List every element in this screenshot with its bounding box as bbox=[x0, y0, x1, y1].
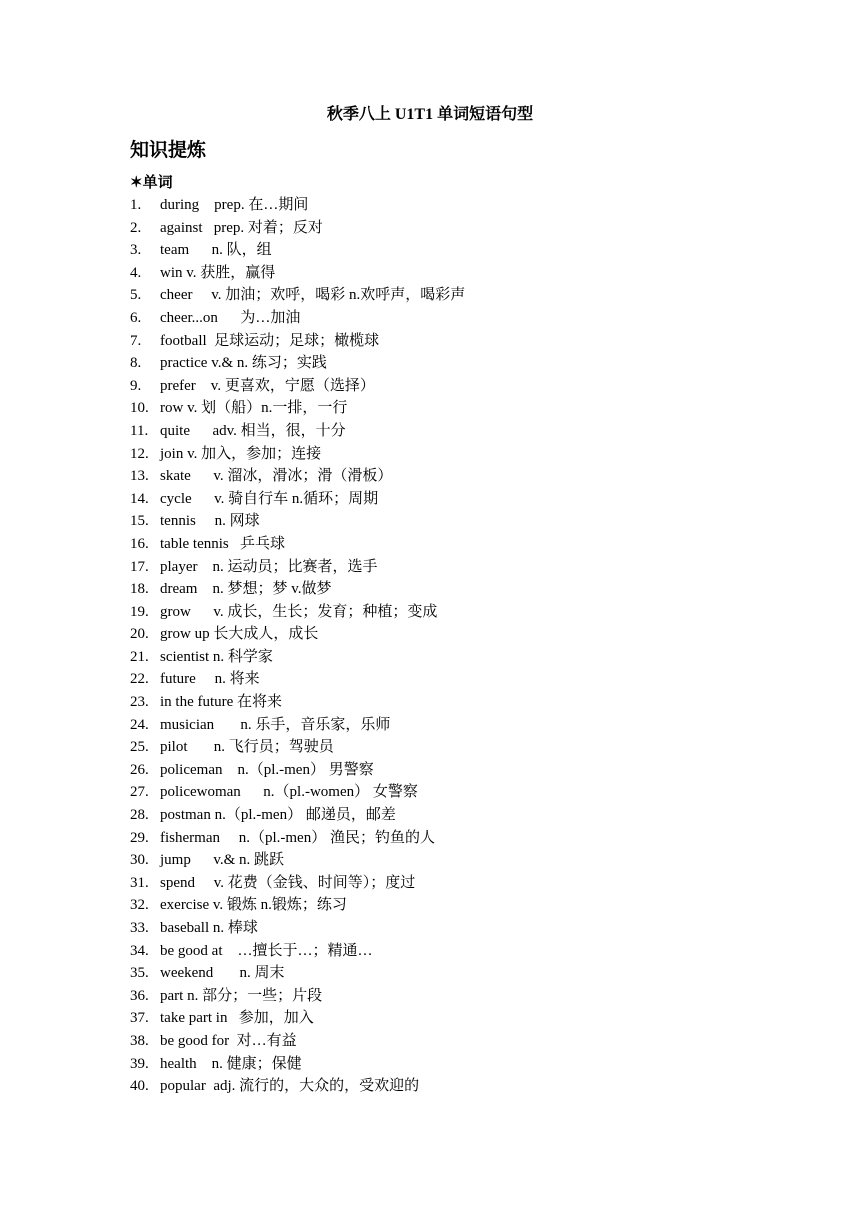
vocab-number: 21. bbox=[130, 648, 149, 665]
vocab-number: 30. bbox=[130, 852, 149, 869]
vocab-text: cheer v. 加油；欢呼，喝彩 n.欢呼声，喝彩声 bbox=[160, 287, 466, 304]
vocab-item bbox=[130, 556, 730, 579]
vocab-number: 26. bbox=[130, 761, 149, 778]
vocab-number: 27. bbox=[130, 784, 149, 801]
vocab-number: 16. bbox=[130, 535, 149, 552]
vocab-item bbox=[130, 601, 730, 624]
vocab-text: postman n.（pl.-men） 邮递员，邮差 bbox=[160, 807, 396, 824]
vocab-number: 2. bbox=[130, 219, 142, 236]
vocab-item bbox=[130, 352, 730, 375]
vocab-text: player n. 运动员；比赛者，选手 bbox=[160, 558, 378, 575]
vocab-item bbox=[130, 849, 730, 872]
vocab-item bbox=[130, 420, 730, 443]
vocab-text: skate v. 溜冰，滑冰；滑（滑板） bbox=[160, 468, 393, 485]
vocab-item bbox=[130, 284, 730, 307]
vocab-text: pilot n. 飞行员；驾驶员 bbox=[160, 739, 334, 756]
vocab-text: team n. 队，组 bbox=[160, 242, 272, 259]
vocab-number: 23. bbox=[130, 694, 149, 711]
section-heading: 知识提炼 bbox=[130, 140, 207, 161]
vocab-text: grow up 长大成人，成长 bbox=[160, 626, 319, 643]
vocab-number: 3. bbox=[130, 242, 142, 259]
vocab-number: 4. bbox=[130, 264, 142, 281]
vocab-number: 15. bbox=[130, 513, 149, 530]
vocab-number: 32. bbox=[130, 897, 149, 914]
document-title: 秋季八上 U1T1 单词短语句型 bbox=[326, 106, 534, 123]
vocab-item bbox=[130, 894, 730, 917]
vocab-text: win v. 获胜，赢得 bbox=[160, 264, 276, 281]
vocab-number: 25. bbox=[130, 739, 149, 756]
vocab-item bbox=[130, 940, 730, 963]
vocab-number: 37. bbox=[130, 1010, 149, 1027]
vocab-number: 12. bbox=[130, 445, 149, 462]
vocab-number: 18. bbox=[130, 581, 149, 598]
vocab-number: 10. bbox=[130, 400, 149, 417]
vocab-text: baseball n. 棒球 bbox=[160, 920, 258, 936]
vocab-text: future n. 将来 bbox=[160, 671, 260, 688]
vocab-item bbox=[130, 962, 730, 985]
vocab-text: against prep. 对着；反对 bbox=[160, 219, 323, 236]
vocab-text: weekend n. 周末 bbox=[160, 965, 285, 982]
vocab-item bbox=[130, 1075, 730, 1098]
vocab-text: cheer...on 为…加油 bbox=[160, 309, 301, 326]
vocab-item bbox=[130, 1053, 730, 1076]
vocab-text: cycle v. 骑自行车 n.循环；周期 bbox=[160, 490, 379, 507]
vocab-text: health n. 健康；保健 bbox=[160, 1055, 302, 1072]
vocab-item bbox=[130, 239, 730, 262]
vocab-text: grow v. 成长，生长；发育；种植；变成 bbox=[160, 603, 438, 620]
vocab-text: be good at …擅长于…；精通… bbox=[160, 942, 373, 959]
vocab-item bbox=[130, 443, 730, 466]
vocab-number: 5. bbox=[130, 287, 142, 304]
vocab-text: join v. 加入，参加；连接 bbox=[160, 445, 322, 462]
vocab-item bbox=[130, 985, 730, 1008]
vocab-text: tennis n. 网球 bbox=[160, 513, 260, 530]
vocab-number: 38. bbox=[130, 1032, 149, 1049]
vocab-item bbox=[130, 781, 730, 804]
vocab-number: 35. bbox=[130, 965, 149, 982]
vocab-text: popular adj. 流行的，大众的，受欢迎的 bbox=[160, 1078, 420, 1095]
vocab-number: 34. bbox=[130, 942, 149, 959]
vocab-item bbox=[130, 510, 730, 533]
vocab-text: in the future 在将来 bbox=[160, 694, 283, 711]
vocab-item bbox=[130, 623, 730, 646]
vocab-text: be good for 对…有益 bbox=[160, 1032, 297, 1049]
vocab-text: football 足球运动；足球；橄榄球 bbox=[160, 332, 380, 349]
vocab-number: 19. bbox=[130, 603, 149, 620]
vocab-item bbox=[130, 465, 730, 488]
vocab-item bbox=[130, 533, 730, 556]
vocab-number: 6. bbox=[130, 309, 142, 326]
vocab-number: 11. bbox=[130, 422, 149, 439]
vocab-text: spend v. 花费（金钱、时间等）；度过 bbox=[160, 874, 416, 891]
vocab-item bbox=[130, 578, 730, 601]
vocab-text: during prep. 在…期间 bbox=[160, 197, 309, 213]
vocab-number: 28. bbox=[130, 807, 149, 824]
vocab-number: 17. bbox=[130, 558, 149, 575]
vocab-text: exercise v. 锻炼 n.锻炼；练习 bbox=[160, 897, 347, 914]
vocab-item bbox=[130, 759, 730, 782]
vocab-text: fisherman n.（pl.-men） 渔民；钓鱼的人 bbox=[160, 829, 435, 846]
vocab-text: practice v.& n. 练习；实践 bbox=[160, 355, 327, 372]
vocab-item bbox=[130, 714, 730, 737]
vocab-sub-heading: ✶单词 bbox=[130, 175, 173, 191]
vocab-text: policeman n.（pl.-men） 男警察 bbox=[160, 761, 374, 778]
vocab-text: policewoman n.（pl.-women） 女警察 bbox=[160, 784, 418, 801]
vocab-item bbox=[130, 307, 730, 330]
vocab-number: 29. bbox=[130, 829, 149, 846]
vocab-number: 13. bbox=[130, 468, 149, 485]
vocab-item bbox=[130, 262, 730, 285]
vocab-number: 8. bbox=[130, 355, 142, 372]
vocab-text: jump v.& n. 跳跃 bbox=[160, 852, 285, 869]
vocab-item bbox=[130, 646, 730, 669]
vocab-item bbox=[130, 804, 730, 827]
vocab-text: scientist n. 科学家 bbox=[160, 648, 273, 665]
vocab-number: 14. bbox=[130, 490, 149, 507]
vocab-item bbox=[130, 691, 730, 714]
vocab-number: 36. bbox=[130, 987, 149, 1004]
vocab-text: musician n. 乐手，音乐家，乐师 bbox=[160, 716, 391, 733]
vocab-number: 40. bbox=[130, 1078, 149, 1095]
vocab-text: part n. 部分；一些；片段 bbox=[160, 987, 323, 1004]
vocab-item bbox=[130, 397, 730, 420]
vocab-number: 7. bbox=[130, 332, 142, 349]
vocab-number: 1. bbox=[130, 197, 142, 213]
vocab-item bbox=[130, 917, 730, 940]
vocab-item bbox=[130, 488, 730, 511]
vocab-number: 39. bbox=[130, 1055, 149, 1072]
vocab-number: 33. bbox=[130, 920, 149, 936]
vocab-number: 20. bbox=[130, 626, 149, 643]
vocab-text: take part in 参加，加入 bbox=[160, 1010, 314, 1027]
vocab-text: dream n. 梦想；梦 v.做梦 bbox=[160, 581, 332, 598]
vocab-text: table tennis 乒乓球 bbox=[160, 535, 285, 552]
vocab-number: 22. bbox=[130, 671, 149, 688]
vocab-item bbox=[130, 1007, 730, 1030]
vocab-number: 31. bbox=[130, 874, 149, 891]
vocab-number: 9. bbox=[130, 377, 142, 394]
vocab-item bbox=[130, 736, 730, 759]
vocab-text: row v. 划（船）n.一排，一行 bbox=[160, 400, 348, 417]
vocab-number: 24. bbox=[130, 716, 149, 733]
vocab-item bbox=[130, 1030, 730, 1053]
vocab-item bbox=[130, 217, 730, 240]
vocab-list bbox=[130, 194, 730, 1098]
vocab-text: prefer v. 更喜欢，宁愿（选择） bbox=[160, 377, 375, 394]
vocab-item bbox=[130, 375, 730, 398]
vocab-item bbox=[130, 194, 730, 217]
vocab-item bbox=[130, 827, 730, 850]
vocab-item bbox=[130, 330, 730, 353]
vocab-item bbox=[130, 872, 730, 895]
vocab-text: quite adv. 相当，很，十分 bbox=[160, 422, 346, 439]
vocab-item bbox=[130, 668, 730, 691]
